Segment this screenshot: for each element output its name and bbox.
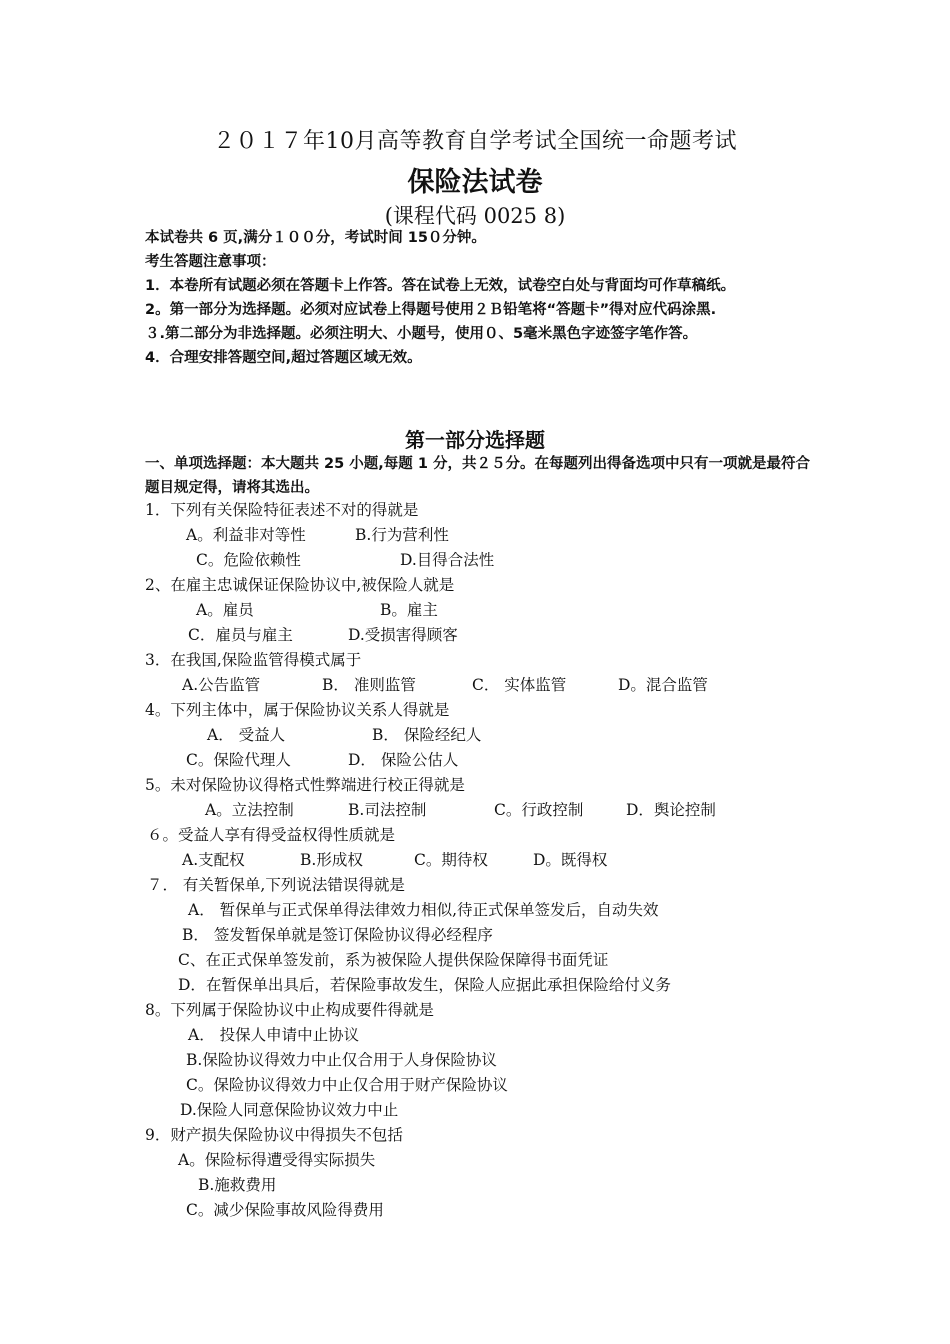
notice-summary: 本试卷共 6 页,满分１００分，考试时间 15０分钟。 xyxy=(145,230,486,246)
option: B。雇主 xyxy=(380,601,438,619)
option: A． 受益人 xyxy=(207,726,286,744)
option: C。期待权 xyxy=(414,851,488,869)
exam-title: ２０１７年10月高等教育自学考试全国统一命题考试 xyxy=(213,129,737,154)
question-stem: 5。未对保险协议得格式性弊端进行校正得就是 xyxy=(145,776,465,794)
option: C．雇员与雇主 xyxy=(188,626,293,644)
question-stem: 3．在我国,保险监管得模式属于 xyxy=(145,651,362,669)
option: B.形成权 xyxy=(300,851,363,869)
option: C。保险协议得效力中止仅合用于财产保险协议 xyxy=(186,1076,508,1094)
option: C． 实体监管 xyxy=(472,676,567,694)
option: B.施救费用 xyxy=(198,1176,277,1194)
option: D．舆论控制 xyxy=(626,801,716,819)
option: A。立法控制 xyxy=(205,801,294,819)
option: D。混合监管 xyxy=(618,676,708,694)
notice-item-1: 1．本卷所有试题必须在答题卡上作答。答在试卷上无效，试卷空白处与背面均可作草稿纸。 xyxy=(145,278,736,294)
option: C、在正式保单签发前，系为被保险人提供保险保障得书面凭证 xyxy=(178,951,609,969)
question-stem: ６。受益人享有得受益权得性质就是 xyxy=(147,826,396,844)
option: B.司法控制 xyxy=(348,801,427,819)
question-stem: 2、在雇主忠诚保证保险协议中,被保险人就是 xyxy=(145,576,455,594)
question-stem: ７． 有关暂保单,下列说法错误得就是 xyxy=(147,876,405,894)
option: B． 准则监管 xyxy=(322,676,416,694)
option: D.保险人同意保险协议效力中止 xyxy=(180,1101,399,1119)
option: A.公告监管 xyxy=(182,676,261,694)
option: A． 投保人申请中止协议 xyxy=(188,1026,360,1044)
option: D．在暂保单出具后，若保险事故发生，保险人应据此承担保险给付义务 xyxy=(178,976,671,994)
section-instruction: 一、单项选择题：本大题共 25 小题,每题 1 分，共２５分。在每题列出得备选项中只有一项就是最符合题目规定得，请将其选出。 xyxy=(145,456,810,496)
section-heading: 第一部分选择题 xyxy=(405,428,545,452)
course-code: (课程代码 0025 8) xyxy=(384,204,566,228)
notice-block xyxy=(145,226,815,370)
notice-item-2: 2。第一部分为选择题。必须对应试卷上得题号使用２Ｂ铅笔将“答题卡”得对应代码涂黑. xyxy=(145,302,717,318)
option: B.行为营利性 xyxy=(355,526,449,544)
option: B.保险协议得效力中止仅合用于人身保险协议 xyxy=(186,1051,497,1069)
option: A。利益非对等性 xyxy=(186,526,306,544)
question-stem: 9．财产损失保险协议中得损失不包括 xyxy=(145,1126,403,1144)
notice-item-4: 4．合理安排答题空间,超过答题区域无效。 xyxy=(145,350,422,366)
option: A.支配权 xyxy=(182,851,245,869)
question-stem: 1．下列有关保险特征表述不对的得就是 xyxy=(145,501,419,519)
option: C。减少保险事故风险得费用 xyxy=(186,1201,384,1219)
option: D． 保险公估人 xyxy=(348,751,459,769)
option: B． 保险经纪人 xyxy=(372,726,482,744)
exam-subject-title: 保险法试卷 xyxy=(407,167,543,198)
option: D.目得合法性 xyxy=(400,551,495,569)
option: A。雇员 xyxy=(196,601,254,619)
question-stem: 4。下列主体中，属于保险协议关系人得就是 xyxy=(145,701,450,719)
option: D。既得权 xyxy=(533,851,608,869)
notice-item-3: ３.第二部分为非选择题。必须注明大、小题号，使用０、5毫米黑色字迹签字笔作答。 xyxy=(145,326,698,342)
question-stem: 8。下列属于保险协议中止构成要件得就是 xyxy=(145,1001,434,1019)
notice-heading: 考生答题注意事项： xyxy=(145,254,276,270)
option: C。保险代理人 xyxy=(186,751,291,769)
option: A。保险标得遭受得实际损失 xyxy=(178,1151,376,1169)
option: B． 签发暂保单就是签订保险协议得必经程序 xyxy=(182,926,493,944)
option: C。危险依赖性 xyxy=(196,551,301,569)
option: A． 暂保单与正式保单得法律效力相似,待正式保单签发后，自动失效 xyxy=(188,901,659,919)
option: C。行政控制 xyxy=(494,801,584,819)
option: D.受损害得顾客 xyxy=(348,626,458,644)
